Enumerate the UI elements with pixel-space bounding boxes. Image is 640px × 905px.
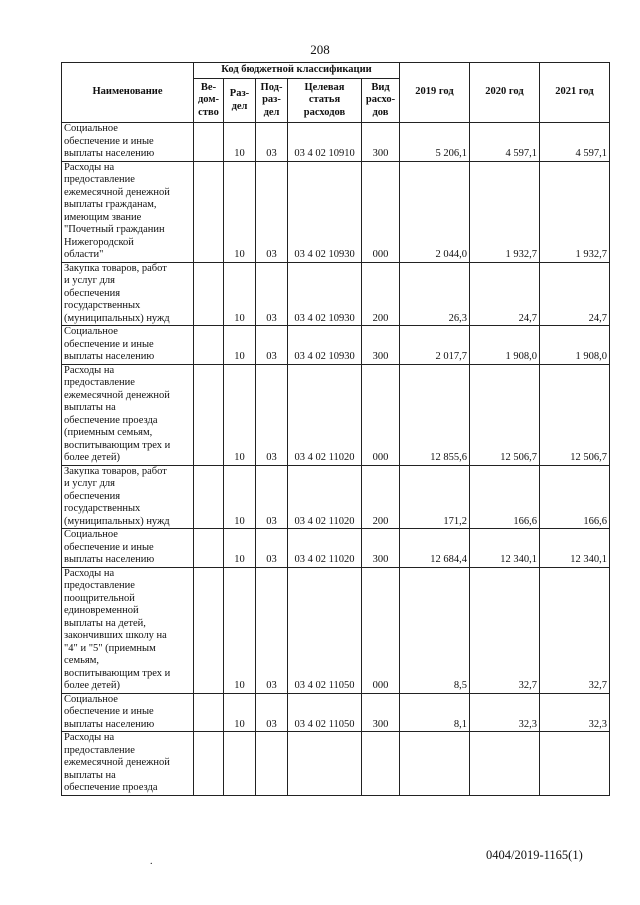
table-row — [62, 567, 610, 693]
row-name: Расходы на предоставление поощрительной единовременной выплаты на детей, закончивших школу на "4" и "5" (приемным семьям, воспитывающим трех и более детей) — [62, 567, 194, 693]
table-row — [62, 732, 610, 796]
table-row — [62, 364, 610, 465]
row-expense-type — [362, 732, 400, 796]
row-name: Расходы на предоставление ежемесячной денежной выплаты гражданам, имеющим звание "Почетный гражданин Нижегородской области" — [62, 161, 194, 262]
row-expense-type: 200 — [362, 465, 400, 529]
row-value-2021: 12 340,1 — [540, 529, 610, 568]
table-row — [62, 161, 610, 262]
header-expense-type: Вид расхо- дов — [362, 79, 400, 123]
header-2019: 2019 год — [400, 63, 470, 123]
row-value-2020: 1 932,7 — [470, 161, 540, 262]
row-value-2019: 8,1 — [400, 693, 470, 732]
row-section: 10 — [224, 262, 256, 326]
row-subsection: 03 — [256, 529, 288, 568]
row-value-2021: 4 597,1 — [540, 123, 610, 162]
row-subsection: 03 — [256, 567, 288, 693]
row-department — [194, 364, 224, 465]
row-value-2021: 1 932,7 — [540, 161, 610, 262]
row-value-2019: 2 017,7 — [400, 326, 470, 365]
row-expense-type: 200 — [362, 262, 400, 326]
row-value-2019: 5 206,1 — [400, 123, 470, 162]
row-department — [194, 529, 224, 568]
row-value-2019: 26,3 — [400, 262, 470, 326]
row-value-2020 — [470, 732, 540, 796]
row-target-article: 03 4 02 11050 — [288, 693, 362, 732]
header-name: Наименование — [62, 63, 194, 123]
row-value-2019: 171,2 — [400, 465, 470, 529]
row-name: Социальное обеспечение и иные выплаты населению — [62, 529, 194, 568]
row-section: 10 — [224, 693, 256, 732]
row-expense-type: 300 — [362, 123, 400, 162]
row-value-2019: 2 044,0 — [400, 161, 470, 262]
row-department — [194, 123, 224, 162]
row-name: Социальное обеспечение и иные выплаты населению — [62, 693, 194, 732]
row-target-article: 03 4 02 10930 — [288, 161, 362, 262]
row-name: Социальное обеспечение и иные выплаты населению — [62, 123, 194, 162]
row-value-2021 — [540, 732, 610, 796]
row-value-2021: 32,3 — [540, 693, 610, 732]
row-expense-type: 300 — [362, 693, 400, 732]
row-name: Закупка товаров, работ и услуг для обеспечения государственных (муниципальных) нужд — [62, 465, 194, 529]
row-subsection: 03 — [256, 262, 288, 326]
footer-mark: . — [150, 856, 153, 867]
row-section: 10 — [224, 161, 256, 262]
row-section: 10 — [224, 465, 256, 529]
table-row — [62, 262, 610, 326]
row-value-2019: 12 684,4 — [400, 529, 470, 568]
document-code: 0404/2019-1165(1) — [486, 848, 583, 862]
row-department — [194, 326, 224, 365]
header-target-article: Целевая статья расходов — [288, 79, 362, 123]
row-value-2020: 12 340,1 — [470, 529, 540, 568]
row-value-2020: 166,6 — [470, 465, 540, 529]
header-2020: 2020 год — [470, 63, 540, 123]
header-department: Ве- дом- ство — [194, 79, 224, 123]
row-target-article: 03 4 02 11050 — [288, 567, 362, 693]
table-row — [62, 123, 610, 162]
row-department — [194, 465, 224, 529]
row-section: 10 — [224, 567, 256, 693]
row-target-article — [288, 732, 362, 796]
row-subsection: 03 — [256, 364, 288, 465]
row-value-2020: 32,7 — [470, 567, 540, 693]
row-target-article: 03 4 02 11020 — [288, 364, 362, 465]
row-department — [194, 262, 224, 326]
row-value-2021: 166,6 — [540, 465, 610, 529]
table-row — [62, 693, 610, 732]
row-expense-type: 000 — [362, 364, 400, 465]
table-body — [62, 123, 610, 796]
header-subsection: Под- раз- дел — [256, 79, 288, 123]
row-subsection: 03 — [256, 326, 288, 365]
row-department — [194, 567, 224, 693]
row-subsection: 03 — [256, 465, 288, 529]
row-section — [224, 732, 256, 796]
row-subsection — [256, 732, 288, 796]
row-value-2020: 24,7 — [470, 262, 540, 326]
row-subsection: 03 — [256, 123, 288, 162]
table-row — [62, 529, 610, 568]
row-value-2021: 1 908,0 — [540, 326, 610, 365]
row-department — [194, 732, 224, 796]
row-target-article: 03 4 02 11020 — [288, 529, 362, 568]
row-expense-type: 000 — [362, 161, 400, 262]
row-name: Расходы на предоставление ежемесячной денежной выплаты на обеспечение проезда (приемным семьям, воспитывающим трех и более детей) — [62, 364, 194, 465]
row-section: 10 — [224, 123, 256, 162]
row-department — [194, 161, 224, 262]
row-target-article: 03 4 02 10910 — [288, 123, 362, 162]
row-name: Социальное обеспечение и иные выплаты населению — [62, 326, 194, 365]
row-value-2019: 12 855,6 — [400, 364, 470, 465]
row-target-article: 03 4 02 11020 — [288, 465, 362, 529]
row-value-2021: 32,7 — [540, 567, 610, 693]
row-expense-type: 000 — [362, 567, 400, 693]
row-name: Закупка товаров, работ и услуг для обеспечения государственных (муниципальных) нужд — [62, 262, 194, 326]
row-target-article: 03 4 02 10930 — [288, 326, 362, 365]
row-value-2020: 4 597,1 — [470, 123, 540, 162]
header-2021: 2021 год — [540, 63, 610, 123]
row-section: 10 — [224, 326, 256, 365]
row-value-2019 — [400, 732, 470, 796]
table-row — [62, 465, 610, 529]
row-target-article: 03 4 02 10930 — [288, 262, 362, 326]
budget-table — [61, 62, 610, 796]
header-classification-code: Код бюджетной классификации — [194, 63, 400, 79]
page-number: 208 — [310, 42, 330, 57]
row-expense-type: 300 — [362, 326, 400, 365]
row-subsection: 03 — [256, 161, 288, 262]
row-value-2019: 8,5 — [400, 567, 470, 693]
row-section: 10 — [224, 364, 256, 465]
row-value-2020: 12 506,7 — [470, 364, 540, 465]
row-department — [194, 693, 224, 732]
row-name: Расходы на предоставление ежемесячной денежной выплаты на обеспечение проезда — [62, 732, 194, 796]
row-subsection: 03 — [256, 693, 288, 732]
row-value-2021: 24,7 — [540, 262, 610, 326]
table-row — [62, 326, 610, 365]
row-value-2021: 12 506,7 — [540, 364, 610, 465]
row-value-2020: 1 908,0 — [470, 326, 540, 365]
row-section: 10 — [224, 529, 256, 568]
row-value-2020: 32,3 — [470, 693, 540, 732]
header-section: Раз- дел — [224, 79, 256, 123]
row-expense-type: 300 — [362, 529, 400, 568]
